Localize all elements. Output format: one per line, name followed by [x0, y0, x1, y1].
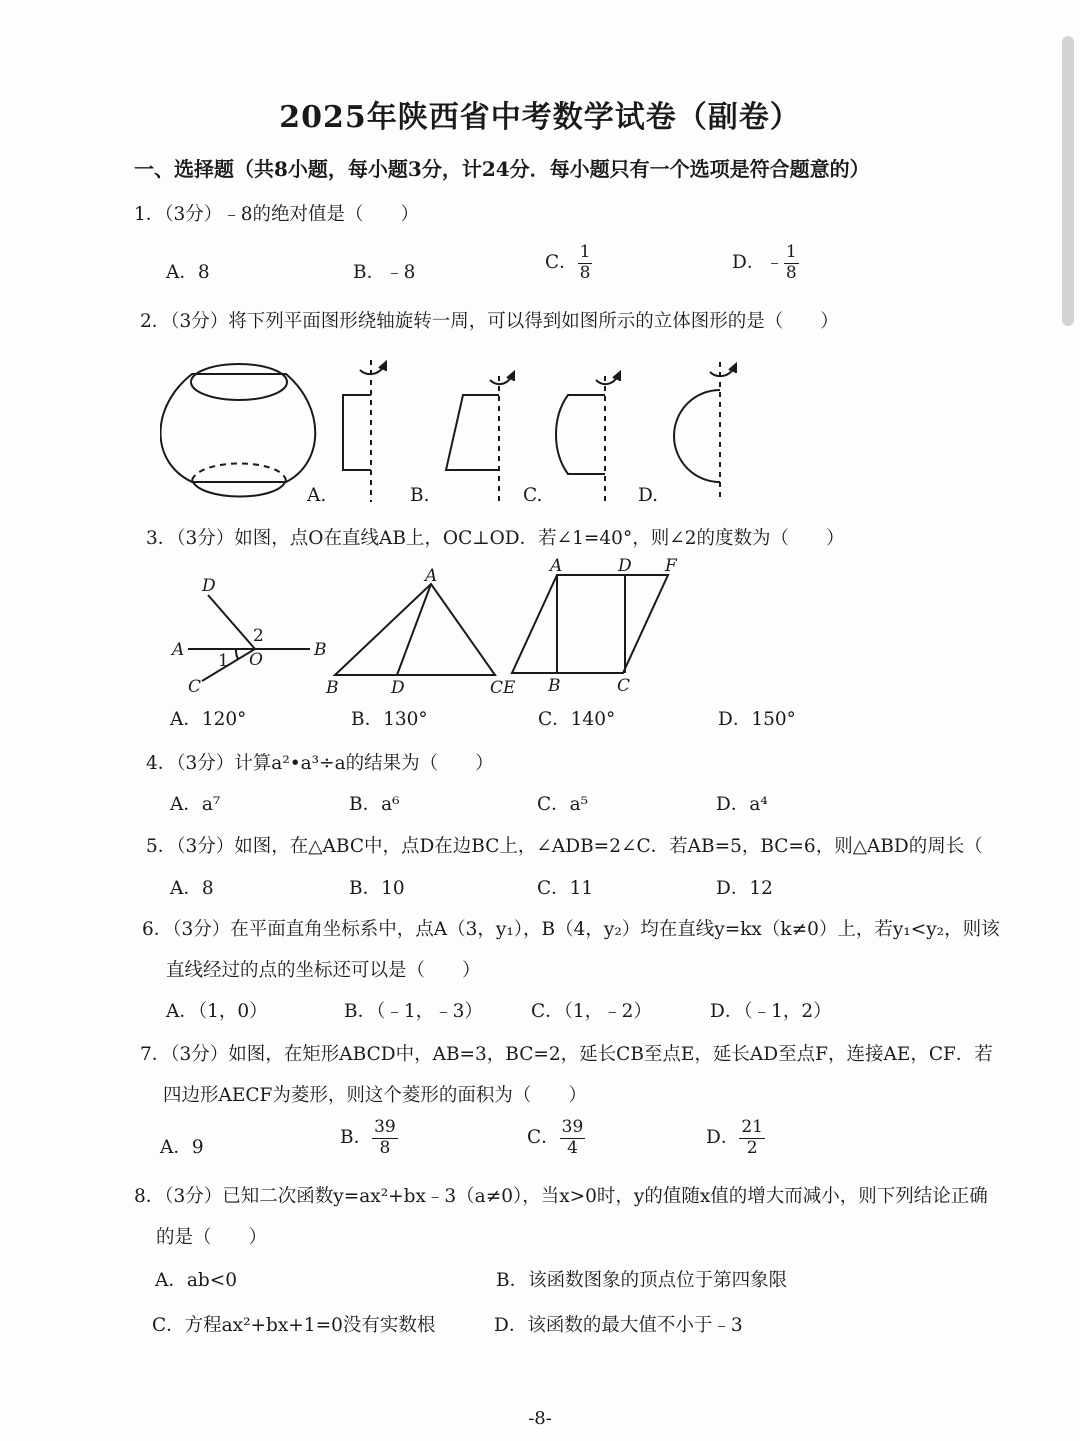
q4-option-a: A．a⁷ [170, 794, 221, 815]
rect-label-c: C [617, 676, 631, 696]
barrel-solid [161, 374, 316, 482]
shape-a [343, 395, 371, 470]
question-2-stem: 2．（3分）将下列平面图形绕轴旋转一周，可以得到如图所示的立体图形的是（ ） [140, 311, 839, 332]
tri-label-b: B [326, 678, 339, 698]
label-angle-2: 2 [253, 626, 264, 646]
q8-option-d: D．该函数的最大值不小于﹣3 [494, 1315, 743, 1336]
q2-option-a: A. [307, 485, 327, 506]
q3-option-d: D．150° [718, 709, 796, 730]
q4-option-d: D．a⁴ [716, 794, 768, 815]
label-angle-1: 1 [218, 651, 229, 671]
q6-option-a: A．（1，0） [166, 1001, 268, 1022]
label-b: B [314, 640, 327, 660]
section-heading: 一、选择题（共8小题，每小题3分，计24分．每小题只有一个选项是符合题意的） [134, 157, 870, 181]
q3-option-a: A．120° [170, 709, 247, 730]
q1-option-b: B．﹣8 [353, 262, 416, 283]
q6-option-c: C．（1，﹣2） [531, 1001, 652, 1022]
q8-option-b: B．该函数图象的顶点位于第四象限 [496, 1270, 788, 1291]
q6-option-d: D．（﹣1，2） [710, 1001, 832, 1022]
question-1-stem: 1．（3分）﹣8的绝对值是（ ） [134, 204, 420, 225]
q4-option-b: B．a⁶ [349, 794, 400, 815]
q7-option-b: B． $\frac{39}{8}$ [340, 1117, 396, 1158]
rect-label-b: B [548, 676, 561, 696]
shape-d [674, 390, 720, 482]
q3-option-c: C．140° [538, 709, 616, 730]
question-7-stem-line1: 7．（3分）如图，在矩形ABCD中，AB=3，BC=2，延长CB至点E，延长AD至点F，连接AE，CF．若 [140, 1044, 993, 1065]
barrel-bottom-back [192, 464, 286, 481]
q2-option-b: B. [410, 485, 430, 506]
page-number: -8- [528, 1408, 552, 1429]
scrollbar[interactable] [1062, 36, 1074, 326]
segment-ad [397, 584, 431, 675]
q2-option-c: C. [523, 485, 543, 506]
tri-label-a: A [425, 566, 438, 586]
question-3-stem: 3．（3分）如图，点O在直线AB上，OC⊥OD．若∠1=40°，则∠2的度数为（ ） [146, 528, 845, 549]
q1-option-a: A．8 [166, 262, 210, 283]
q4-option-c: C．a⁵ [537, 794, 589, 815]
rect-label-f: F [665, 556, 677, 576]
q7-option-d: D． $\frac{21}{2}$ [706, 1117, 763, 1158]
q8-option-a: A．ab<0 [155, 1270, 238, 1291]
question-6-stem-line1: 6．（3分）在平面直角坐标系中，点A（3，y₁），B（4，y₂）均在直线y=kx（k≠0）上，若y₁<y₂，则该 [142, 919, 1000, 940]
shape-c [556, 395, 605, 474]
q2-figure [160, 352, 780, 512]
question-8-stem-line1: 8．（3分）已知二次函数y=ax²+bx﹣3（a≠0），当x>0时，y的值随x值的增大而减小，则下列结论正确 [134, 1186, 988, 1207]
q5-option-a: A．8 [170, 878, 214, 899]
question-5-stem: 5．（3分）如图，在△ABC中，点D在边BC上，∠ADB=2∠C．若AB=5，BC=6，则△ABD的周长（ [146, 836, 983, 857]
q5-option-c: C．11 [537, 878, 594, 899]
label-c: C [188, 677, 202, 697]
rhombus-aecf [512, 575, 668, 673]
shape-b [446, 395, 499, 470]
label-o: O [249, 650, 263, 670]
rect-label-a: A [550, 556, 563, 576]
page-title: 2025年陕西省中考数学试卷（副卷） [279, 100, 801, 135]
tri-label-ce: CE [490, 678, 516, 698]
q1-option-d: D．﹣ $\frac{1}{8}$ [732, 242, 797, 283]
tri-label-d: D [391, 678, 405, 698]
q3-option-b: B．130° [351, 709, 428, 730]
ray-od [208, 595, 255, 649]
q6-option-b: B．（﹣1，﹣3） [344, 1001, 483, 1022]
question-7-stem-line2: 四边形AECF为菱形，则这个菱形的面积为（ ） [163, 1085, 587, 1106]
rect-label-d: D [618, 556, 632, 576]
angle-1-arc [236, 649, 238, 659]
q8-option-c: C．方程ax²+bx+1=0没有实数根 [152, 1315, 436, 1336]
question-8-stem-line2: 的是（ ） [156, 1227, 268, 1248]
label-d: D [202, 576, 216, 596]
q1-option-c: C． $\frac{1}{8}$ [545, 242, 591, 283]
label-a: A [172, 640, 185, 660]
question-6-stem-line2: 直线经过的点的坐标还可以是（ ） [166, 960, 481, 981]
q2-option-d: D. [638, 485, 659, 506]
q5-option-b: B．10 [349, 878, 405, 899]
q7-option-a: A．9 [160, 1137, 204, 1158]
q7-option-c: C． $\frac{39}{4}$ [527, 1117, 584, 1158]
question-4-stem: 4．（3分）计算a²•a³÷a的结果为（ ） [146, 753, 494, 774]
barrel-top-ellipse [191, 364, 287, 400]
q3-figures [160, 555, 700, 700]
q5-option-d: D．12 [716, 878, 773, 899]
